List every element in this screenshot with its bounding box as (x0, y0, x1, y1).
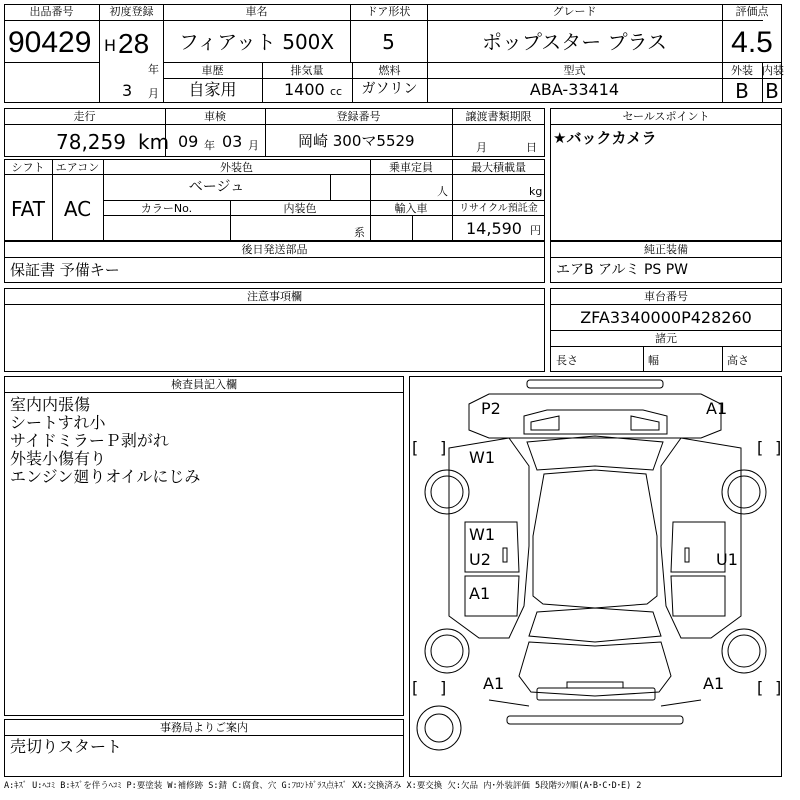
inspector-line-5: エンジン廻りオイルにじみ (10, 467, 201, 486)
inspector-label: 検査員記入欄 (171, 378, 237, 391)
right-rear-door (671, 576, 725, 616)
rear-window (529, 608, 661, 642)
genuine-equipment: エアB アルミ PS PW (556, 262, 689, 278)
cc-unit: cc (330, 85, 343, 98)
km-unit: km (138, 130, 170, 154)
import-label: 輸入車 (394, 202, 428, 215)
bracket-5: [ (412, 678, 419, 697)
transfer-month: 月 (476, 141, 487, 154)
grade: ポップスター プラス (482, 30, 667, 54)
inspector-line-4: 外装小傷有り (10, 449, 107, 468)
car-name-label: 車名 (245, 5, 268, 18)
bracket-8: ] (775, 678, 782, 697)
car-diagram (409, 376, 782, 777)
bracket-6: ] (440, 678, 447, 697)
office-note: 売切りスタート (10, 737, 123, 756)
bracket-2: ] (440, 438, 447, 457)
mileage-label: 走行 (73, 110, 96, 123)
reg-number: 岡崎 300マ5529 (298, 132, 415, 150)
load-label: 最大積載量 (471, 161, 526, 174)
inspector-line-3: サイドミラーＰ剥がれ (10, 431, 169, 450)
rating: 4.5 (731, 26, 773, 59)
bracket-4: ] (775, 438, 782, 457)
lot-number: 90429 (8, 26, 92, 59)
legend: A:ｷｽﾞ U:ﾍｺﾐ B:ｷｽﾞを伴うﾍｺﾐ P:要塗装 W:補修跡 S:錆 C:腐食、穴 G:ﾌﾛﾝﾄｶﾞﾗｽ点ｷｽﾞ XX:交換済み X:要交換 欠:欠品 内･外装評価 5段階ﾗﾝｸ順(A･B･C･D･E) 2 (4, 781, 642, 791)
mark-a1-side: A1 (469, 584, 491, 603)
mileage: 78,259 (56, 130, 126, 154)
transfer-label: 譲渡書類期限 (465, 110, 532, 123)
disp-label: 排気量 (290, 64, 324, 77)
height-label: 高さ (727, 354, 749, 367)
office-label: 事務局よりご案内 (160, 721, 248, 734)
insp-year: 09 (178, 132, 199, 151)
wheel-rr (722, 629, 766, 673)
load-unit: kg (529, 185, 543, 198)
nen: 年 (148, 63, 159, 76)
model-label: 型式 (563, 64, 586, 77)
reg-label: 登録番号 (336, 110, 381, 123)
history: 自家用 (188, 80, 237, 99)
bracket-1: [ (412, 438, 419, 457)
color-label: 外装色 (220, 161, 253, 174)
insp-tsuki: 月 (248, 139, 259, 152)
sales-point-block (550, 108, 782, 241)
rear-bumper (537, 688, 655, 700)
lot-label: 出品番号 (29, 5, 74, 18)
wheel-rl (425, 629, 469, 673)
car-name: フィアット 500X (178, 30, 335, 54)
windshield (527, 436, 663, 470)
chassis-label: 車台番号 (644, 290, 688, 303)
front-frame (469, 394, 721, 438)
mark-a1-bl: A1 (483, 674, 505, 693)
inspector-line-1: 室内内張傷 (10, 395, 91, 414)
mark-a1-top: A1 (706, 399, 728, 418)
bracket-3: [ (757, 438, 764, 457)
rating-label: 評価点 (735, 5, 769, 18)
first-reg-month: 3 (122, 81, 133, 100)
mark-w1-side: W1 (469, 525, 495, 544)
recycle-fee: 14,590 (466, 219, 522, 238)
int-label: 内装 (762, 64, 784, 77)
roof (533, 470, 657, 608)
model-code: ABA-33414 (529, 80, 620, 99)
chassis-number: ZFA3340000P428260 (580, 308, 752, 327)
mark-w1-top: W1 (469, 448, 495, 467)
wheel-fr (722, 470, 766, 514)
ext-label: 外装 (731, 64, 753, 77)
displacement: 1400 (284, 80, 325, 99)
recycle-unit: 円 (530, 224, 541, 237)
mark-p2: P2 (481, 399, 501, 418)
capacity-label: 乗車定員 (389, 161, 433, 174)
ext-grade: B (735, 79, 749, 103)
dim-label: 諸元 (655, 332, 677, 345)
first-reg-year: 28 (118, 28, 150, 59)
exterior-color: ベージュ (188, 179, 245, 195)
inspector-line-2: シートすれ小 (10, 413, 106, 432)
ac-label: エアコン (55, 161, 100, 174)
era: H (104, 36, 117, 55)
grade-label: グレード (552, 5, 597, 18)
bracket-7: [ (757, 678, 764, 697)
inspection-label: 車検 (204, 110, 226, 123)
front-bumper (527, 380, 663, 388)
fuel: ガソリン (361, 81, 418, 97)
spare-wheel (417, 706, 461, 750)
shift-label: シフト (11, 161, 45, 174)
notes-label: 注意事項欄 (247, 290, 302, 303)
rear-bumper-lower (507, 716, 683, 724)
int-color-label: 内装色 (283, 202, 317, 215)
history-label: 車歴 (201, 64, 224, 77)
color-no-label: カラーNo. (140, 202, 193, 215)
mark-a1-br: A1 (703, 674, 725, 693)
insp-month: 03 (222, 132, 243, 151)
int-color-unit: 系 (354, 226, 365, 239)
width-label: 幅 (648, 354, 659, 367)
mark-u1: U1 (716, 550, 738, 569)
sales-label: セールスポイント (622, 110, 710, 123)
mark-u2: U2 (469, 550, 491, 569)
length-label: 長さ (556, 354, 578, 367)
recycle-label: リサイクル預託金 (459, 203, 538, 214)
later-parts-label: 後日発送部品 (241, 243, 308, 256)
later-parts: 保証書 予備キー (10, 261, 120, 279)
transfer-day: 日 (526, 141, 537, 154)
door-label: ドア形状 (366, 5, 411, 18)
tsuki: 月 (148, 87, 159, 100)
doors: 5 (382, 30, 395, 54)
wheel-fl (425, 470, 469, 514)
insp-nen: 年 (204, 139, 215, 152)
sales-point: ★バックカメラ (553, 129, 657, 147)
fuel-label: 燃料 (378, 64, 401, 77)
capacity-unit: 人 (437, 185, 448, 198)
genuine-label: 純正装備 (644, 243, 688, 256)
shift: FAT (10, 197, 45, 221)
ac: AC (63, 197, 92, 221)
first-reg-label: 初度登録 (109, 5, 154, 18)
int-grade: B (765, 79, 779, 103)
